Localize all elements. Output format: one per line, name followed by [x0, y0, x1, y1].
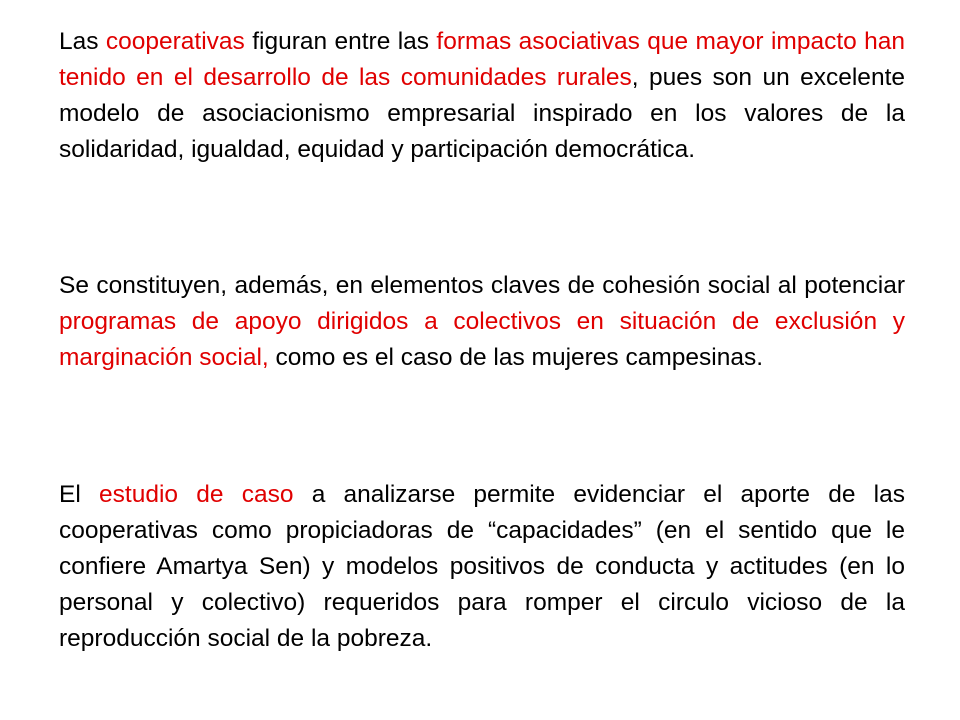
text-segment: El	[59, 481, 100, 508]
highlight-formas-asociativas: formas asociativas que mayor impacto han tenido en el desarrollo de las comunidades rurales	[59, 28, 906, 91]
highlight-estudio-de-caso: estudio de caso	[99, 481, 294, 508]
text-segment: Las	[59, 28, 106, 55]
text-segment: como es el caso de las mujeres campesinas.	[268, 344, 764, 371]
text-segment: , pues son un excelente modelo de asociacionismo empresarial inspirado en los valores de la solidaridad, igualdad, equidad y participación democrática.	[59, 64, 905, 163]
highlight-cooperativas: cooperativas	[105, 28, 245, 55]
paragraph-cooperatives-intro	[59, 24, 905, 168]
paragraph-case-study	[59, 477, 905, 657]
paragraph-social-cohesion	[59, 268, 905, 376]
text-segment: Se constituyen, además, en elementos claves de cohesión social al potenciar	[59, 272, 905, 299]
highlight-programas-de-apoyo: programas de apoyo dirigidos a colectivos en situación de exclusión y marginación social,	[59, 308, 905, 371]
text-segment: figuran entre las	[244, 28, 437, 55]
text-segment: a analizarse permite evidenciar el aporte de las cooperativas como propiciadoras de “capacidades” (en el sentido que le confiere Amartya Sen) y modelos positivos de conducta y actitudes (en lo personal y colectivo) requeridos para romper el circulo vicioso de la reproducción social de la pobreza.	[59, 481, 906, 652]
